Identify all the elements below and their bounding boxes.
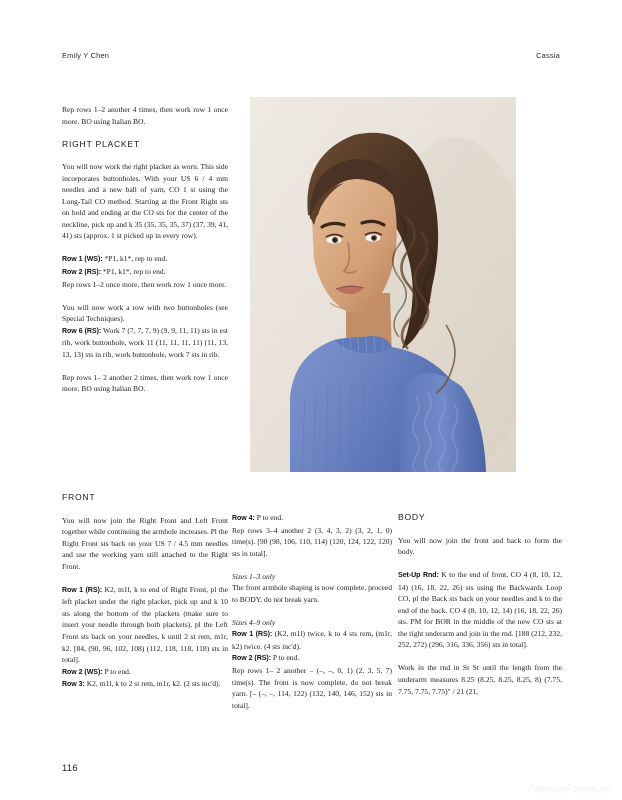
sizes-4-9-row-2 xyxy=(232,652,392,665)
sizes-4-9-row-1-text: (K2, m1l) twice, k to 4 sts rem, (m1r, k2) twice. (4 sts inc'd). xyxy=(232,629,392,651)
right-placket-paragraph: You will now work the right placket as worn. This side incorporates buttonholes. With your US 6 / 4 mm needles and a new ball of yarn, CO 1 st using the Long-Tail CO method. Starting at the Front Right sts on hold and ending at the CO sts for the center of the neckline, pick up and k 35 (35, 35, 35, 37) (37, 39, 41, 41) sts (approx. 1 st picked up in every row). xyxy=(62,162,228,241)
front-row-3-text: K2, m1l, k to 2 st rem, m1r, k2. (2 sts inc'd). xyxy=(84,679,221,689)
column-2 xyxy=(232,512,392,711)
row-6-rs-instruction xyxy=(62,325,228,361)
page-number: 116 xyxy=(62,762,78,773)
running-head-author: Emily Y Chen xyxy=(62,51,110,60)
row-2-rs-text: *P1, k1*, rep to end. xyxy=(101,267,166,277)
front-paragraph: You will now join the Right Front and Left Front together while continuing the armhole increases. Pl the Right Front sts back on your US 7 / 4.5 mm needles and use the working yarn still attached to the Right Front. xyxy=(62,515,228,571)
body-length-paragraph: Work in the rnd in St St until the length from the underarm measures 8.25 (8.25, 8.25, 8.25, 8) (7.75, 7.75, 7.75, 7.75)" / 21 (21, xyxy=(398,663,562,696)
set-up-round-instruction xyxy=(398,569,562,651)
front-row-3-label: Row 3: xyxy=(62,681,85,689)
intro-paragraph: Rep rows 1–2 another 4 times, then work row 1 once more. BO using Italian BO. xyxy=(62,105,228,126)
body-paragraph: You will now join the front and back to form the body. xyxy=(398,535,562,557)
row-1-ws-text: *P1, k1*, rep to end. xyxy=(102,254,168,264)
sizes-4-9-rep-note: Rep rows 1– 2 another – (–, –, 0, 1) (2, 3, 5, 7) time(s). The front is now complete, do not break yarn. [– (–, –, 114, 122) (132, 140, 146, 152) sts in total]. xyxy=(232,666,392,710)
row-4-text: P to end. xyxy=(254,513,284,522)
column-1-top xyxy=(62,104,228,395)
sizes-4-9-row-2-label: Row 2 (RS): xyxy=(232,655,271,663)
front-row-2-label: Row 2 (WS): xyxy=(62,668,103,676)
running-head-title: Cassia xyxy=(536,51,560,60)
rep-rows-note: Rep rows 1–2 once more, then work row 1 once more. xyxy=(62,279,227,289)
front-row-1-instruction xyxy=(62,584,228,666)
row-4-instruction xyxy=(232,512,392,525)
row-6-rs-text: Work 7 (7, 7, 7, 9) (9, 9, 11, 11) sts in est rib, work buttonhole, work 11 (11, 11, 11, 11) (11, 13, 13, 13) sts in rib, work buttonhole, work 7 sts in rib. xyxy=(62,325,228,359)
running-head xyxy=(62,51,560,65)
front-row-1-label: Row 1 (RS): xyxy=(62,586,103,594)
row-2-rs-instruction xyxy=(62,266,228,279)
row-6-rs-label: Row 6 (RS): xyxy=(62,327,102,335)
heading-front: FRONT xyxy=(62,492,96,502)
model-photograph xyxy=(250,97,516,472)
column-1-bottom xyxy=(62,492,228,691)
front-row-2-text: P to end. xyxy=(102,666,131,676)
row-2-rs-label: Row 2 (RS): xyxy=(62,269,101,277)
row-1-ws-instruction xyxy=(62,253,228,266)
sizes-4-9-heading: Sizes 4–9 only xyxy=(232,617,276,627)
front-row-1-text: K2, m1l, k to end of Right Front, pl the left placket under the right placket, pick up and k 10 sts along the bottom of the plackets (make sure to insert your needle through both plackets), pl the Left Front sts back on your needles, k until 2 st rem, m1r, k2. [84, (90, 96, 102, 108) (112, 118, 118, 118) sts in total]. xyxy=(62,584,228,665)
sizes-4-9-row-1-label: Row 1 (RS): xyxy=(232,631,273,639)
buttonhole-paragraph xyxy=(62,302,228,325)
row-4-label: Row 4: xyxy=(232,515,255,522)
sizes-1-3-heading: Sizes 1–3 only xyxy=(232,571,276,581)
sizes-1-3-text: The front armhole shaping is now complete, proceed to BODY, do not break yarn. xyxy=(232,583,392,604)
front-row-3-instruction xyxy=(62,678,228,691)
buttonhole-lead: You will now work a row with two buttonholes (see Special Techniques). xyxy=(62,302,228,324)
site-watermark: PassionForum.ru xyxy=(527,784,610,795)
rep-rows-3-4-note: Rep rows 3–4 another 2 (3, 4, 3, 2) (3, 2, 1, 0) time(s). [90 (98, 106, 110, 114) (120, 124, 122, 120) sts in total]. xyxy=(232,525,392,558)
column-3 xyxy=(398,512,562,697)
row-1-ws-label: Row 1 (WS): xyxy=(62,256,103,264)
set-up-round-text: K to the end of front, CO 4 (8, 10, 12, 14) (16, 18, 22, 26) sts using the Backwards Loop CO, pl the Back sts back on your needles and k to the end of the back. CO 4 (8, 10, 12, 14) (16, 18, 22, 26) sts. PM for BOR in the middle of the new CO sts at the right underarm and join in the rnd. [188 (212, 232, 252, 272) (296, 316, 336, 356) sts in total]. xyxy=(398,570,562,650)
set-up-round-label: Set-Up Rnd: xyxy=(398,572,439,580)
front-row-2-instruction xyxy=(62,666,228,679)
sizes-4-9-row-2-text: P to end. xyxy=(271,653,300,663)
sizes-4-9-row-1 xyxy=(232,628,392,652)
heading-body: BODY xyxy=(398,512,426,522)
right-placket-closing: Rep rows 1– 2 another 2 times, then work row 1 once more. BO using Italian BO. xyxy=(62,372,228,394)
heading-right-placket: RIGHT PLACKET xyxy=(62,138,140,149)
